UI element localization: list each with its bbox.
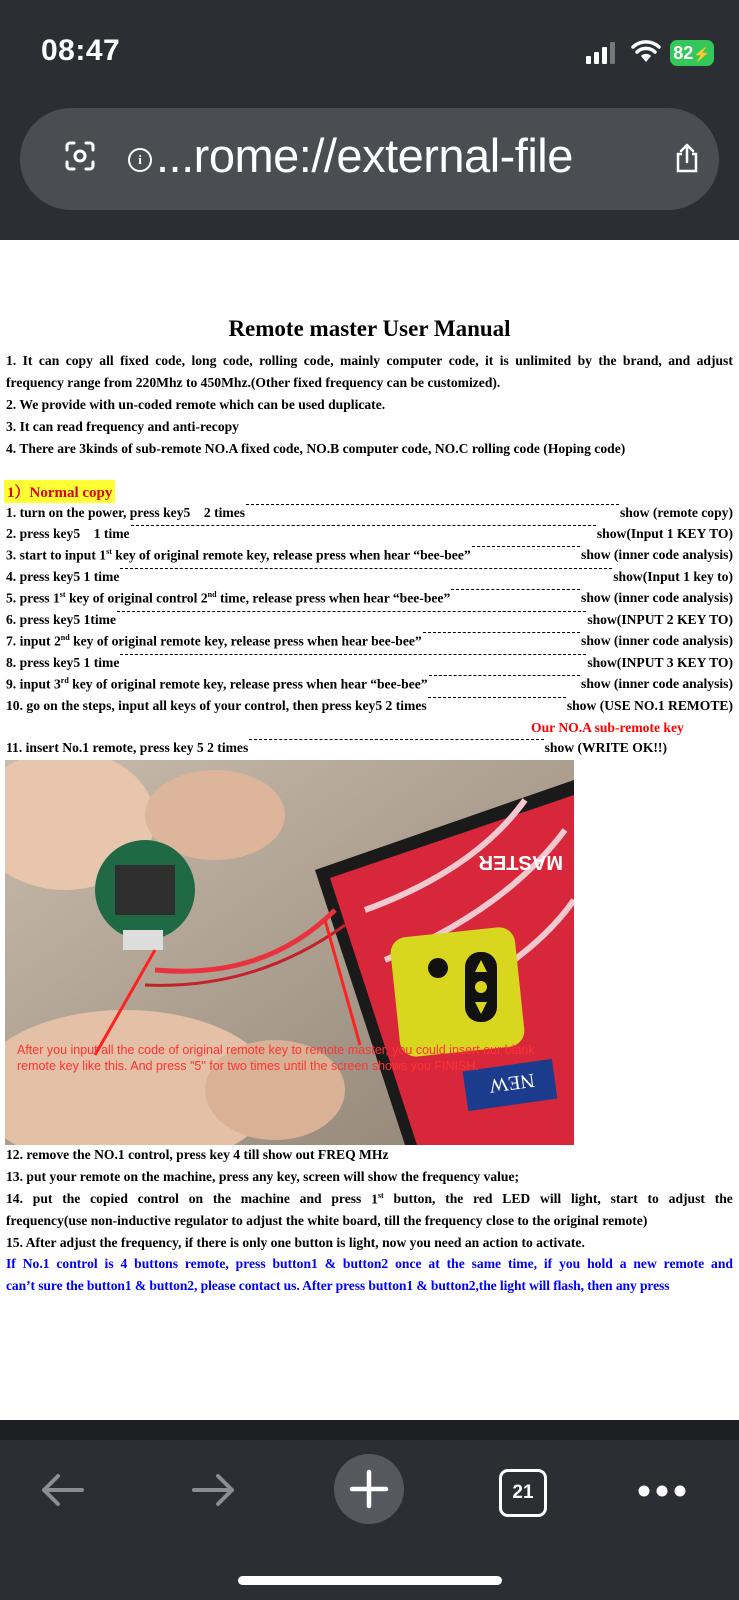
word: code, [222,353,253,368]
superscript: st [59,590,66,599]
dash-leader [472,546,580,547]
product-photo [5,760,574,1145]
photo-caption: After you input all the code of original remote key to remote master, you could insert our blank remote key like this. And press "5" for two times until the screen shows you FINISH. [17,1043,535,1073]
step-text-part: 9. input 3 [6,676,61,692]
word: copy [65,353,93,368]
step-text: 11. insert No.1 remote, press key 5 2 times [6,740,249,755]
word: 4 [120,1256,128,1271]
dash-leader [131,525,596,526]
word: control [56,1256,98,1271]
step-line [6,612,733,628]
step-text: 8. press key5 1 time [6,655,120,670]
step-line [6,740,667,756]
word: brand, [622,353,662,368]
word: if [543,1256,553,1271]
word: time, [507,1256,538,1271]
word: press [235,1256,266,1271]
red-note: Our NO.A sub-remote key [531,720,684,735]
cellular-signal-icon [586,40,616,64]
word: start [610,1191,638,1206]
step-line [6,676,733,693]
word: all [99,353,114,368]
word: button1 [272,1256,318,1271]
dash-leader [451,589,580,590]
word: 1. [6,353,17,368]
step-result: show(INPUT 2 KEY TO) [587,612,733,627]
word: the [445,1191,464,1206]
superscript: nd [207,590,217,599]
more-menu-icon[interactable] [637,1484,687,1498]
step-text: 2. press key5 1 time [6,526,130,541]
word: machine [240,1191,290,1206]
intro-line-4: 3. It can read frequency and anti-recopy [6,419,239,434]
back-arrow-icon[interactable] [38,1470,86,1510]
word: computer [386,353,443,368]
step-text-part: key of original control 2 [65,590,208,606]
step-result: show (WRITE OK!!) [544,740,667,755]
intro-line-5: 4. There are 3kinds of sub-remote NO.A fixed code, NO.B computer code, NO.C rolling code (Hoping code) [6,441,626,456]
superscript: st [106,547,112,556]
word: the [212,1191,231,1206]
word: you [559,1256,581,1271]
info-icon[interactable]: i [128,148,152,172]
battery-level: 82 [673,43,694,63]
word: put [32,1191,53,1206]
word: on [188,1191,204,1206]
word: adjust [668,1191,705,1206]
step-text [6,590,450,607]
document-page[interactable] [0,240,739,1420]
bottom-toolbar [0,1440,739,1600]
url-text[interactable]: ...rome://external-file [156,129,573,182]
word: mainly [340,353,381,368]
word: new [633,1256,657,1271]
new-tab-button[interactable] [334,1454,404,1524]
word: rolling [259,353,298,368]
step-result: show (inner code analysis) [581,633,733,648]
dash-leader [429,675,580,676]
word: LED [502,1191,531,1206]
word: the [62,1191,81,1206]
word: unlimited [515,353,572,368]
superscript: rd [60,676,69,685]
step-result: show(Input 1 key to) [613,569,733,584]
clock: 08:47 [41,34,121,67]
word: by [577,353,592,368]
dash-leader [117,611,586,612]
address-bar[interactable] [20,108,719,210]
word: code, [448,353,479,368]
word: 14. [6,1191,23,1206]
document-title: Remote master User Manual [228,316,511,341]
blue-note-2: can’t sure the button1 & button2, please contact us. After press button1 & button2,the light will flash, then any press [6,1278,670,1293]
step-text-part: key of original remote key, release press when hear bee-bee” [69,633,422,649]
photo-drawing [5,760,574,1145]
step-text-part: 7. input 2 [6,633,61,649]
word: once [395,1256,422,1271]
word: and [711,1256,733,1271]
step-line [6,590,733,607]
step-text-part: 5. press 1 [6,590,60,606]
dash-leader [120,568,612,569]
word: button2 [342,1256,389,1271]
word: hold [587,1256,613,1271]
section-heading: 1）Normal copy [4,480,115,503]
step-line [6,633,733,650]
step-line [6,526,733,542]
step-result: show(Input 1 KEY TO) [596,526,733,541]
step-text [6,676,428,693]
dash-leader [249,739,543,740]
dash-leader [246,504,619,505]
word: same [471,1256,502,1271]
step-12: 12. remove the NO.1 control, press key 4 till show out FREQ MHz [6,1147,389,1162]
lens-icon[interactable] [64,140,96,172]
word: and [668,353,691,368]
step-line [6,569,733,585]
step-line [6,698,733,714]
word: It [22,353,33,368]
tab-switcher-button[interactable]: 21 [499,1469,547,1517]
word: remote, [184,1256,229,1271]
word: copied [90,1191,128,1206]
word: buttons [134,1256,178,1271]
step-result: show (inner code analysis) [581,547,733,562]
step-text-part: 3. start to input 1 [6,547,107,563]
wifi-icon [630,38,662,64]
word: can [38,353,60,368]
word: button, [393,1191,436,1206]
word: & [324,1256,337,1271]
device-label: NEW [487,1068,537,1097]
step-result: show (remote copy) [619,505,733,520]
word: fixed [120,353,149,368]
forward-arrow-icon[interactable] [190,1470,238,1510]
intro-line-3: 2. We provide with un-coded remote which can be used duplicate. [6,397,386,412]
word: to [647,1191,659,1206]
word: the [446,1256,465,1271]
step-text [6,547,471,564]
dash-leader [423,632,580,633]
word: code, [155,353,186,368]
word: press [331,1191,362,1206]
step-result: show (inner code analysis) [581,676,733,691]
step-result: show (USE NO.1 REMOTE) [566,698,733,713]
step-result: show(INPUT 3 KEY TO) [587,655,733,670]
word: code, [303,353,334,368]
home-indicator [238,1576,502,1585]
step-text: 10. go on the steps, input all keys of your control, then press key5 2 times [6,698,427,713]
word: adjust [696,353,733,368]
page-divider [0,1420,739,1440]
intro-line-1 [6,353,733,369]
word: is [104,1256,114,1271]
word: red [473,1191,493,1206]
dash-leader [428,697,566,698]
word: No.1 [22,1256,50,1271]
step-text: 6. press key5 1time [6,612,116,627]
word: the [598,353,617,368]
word: and [299,1191,322,1206]
blue-note-1 [6,1256,733,1272]
word: remote [663,1256,705,1271]
step-text-part: key of original remote key, release press when hear “bee-bee” [111,547,471,563]
word: light, [570,1191,601,1206]
step-text-part: time, release press when hear “bee-bee” [216,590,451,606]
step-text: 4. press key5 1 time [6,569,120,584]
step-13: 13. put your remote on the machine, press any key, screen will show the frequency value; [6,1169,520,1184]
step-line [6,655,733,671]
word: If [6,1256,16,1271]
share-icon[interactable] [674,142,700,174]
step-14 [6,1191,733,1208]
word: the [714,1191,733,1206]
status-bar [0,0,739,100]
word: is [499,353,509,368]
word: will [540,1191,562,1206]
word: a [619,1256,627,1271]
plus-icon [334,1454,404,1524]
word: 1st [371,1191,384,1207]
superscript: nd [60,633,70,642]
device-label: MASTER [478,851,563,873]
word: long [191,353,217,368]
intro-line-2: frequency range from 220Mhz to 450Mhz.(Other fixed frequency can be customized). [6,375,501,390]
word: control [137,1191,179,1206]
step-line [6,505,733,521]
word: it [485,353,494,368]
step-text: 1. turn on the power, press key5 2 times [6,505,246,520]
battery-icon: 82⚡ [670,40,714,66]
step-result: show (inner code analysis) [581,590,733,605]
step-line [6,547,733,564]
dash-leader [120,654,586,655]
step-text [6,633,422,650]
step-text-part: key of original remote key, release press when hear “bee-bee” [68,676,428,692]
step-15: 15. After adjust the frequency, if there is only one button is light, now you need an action to activate. [6,1235,585,1250]
word: at [428,1256,440,1271]
step-14-cont: frequency(use non-inductive regulator to adjust the white board, till the frequency close to the original remote) [6,1213,648,1228]
